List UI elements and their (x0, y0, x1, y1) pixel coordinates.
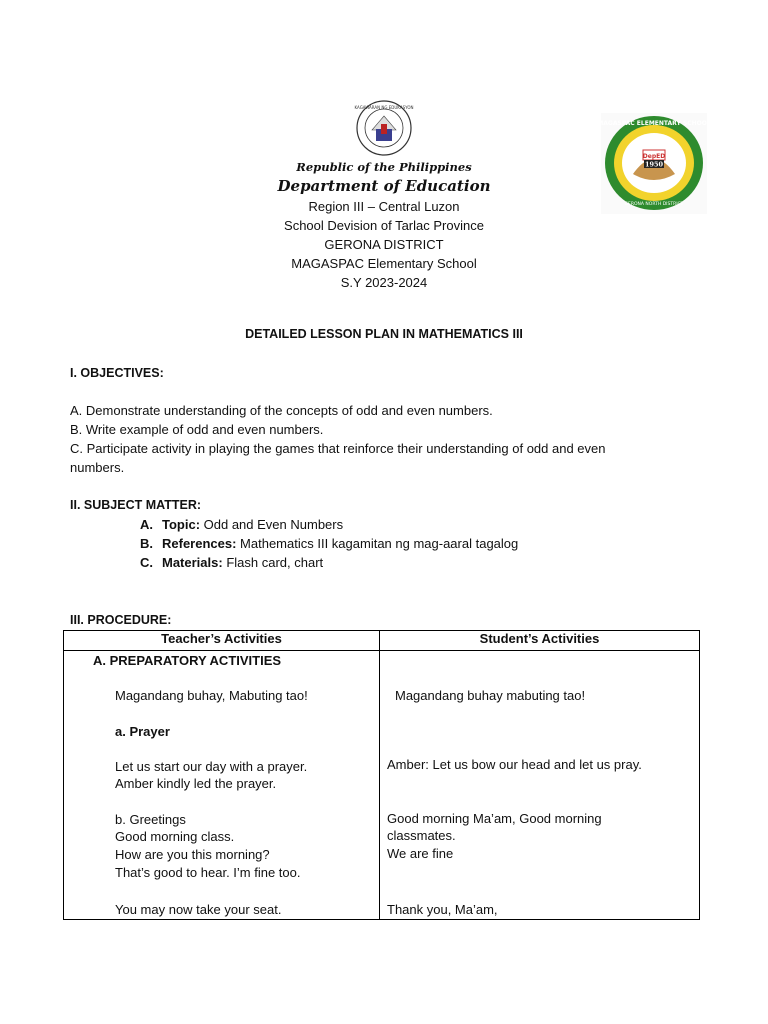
objective-c-continued: numbers. (70, 460, 125, 475)
document-title: DETAILED LESSON PLAN IN MATHEMATICS III (245, 327, 523, 341)
teacher-greeting-line-2: How are you this morning? (115, 847, 270, 862)
school-line: MAGASPAC Elementary School (291, 256, 477, 271)
objective-a: A. Demonstrate understanding of the concepts of odd and even numbers. (70, 403, 493, 418)
subject-matter-heading: II. SUBJECT MATTER: (70, 498, 202, 512)
procedure-table (63, 630, 700, 920)
svg-text:MAGASPAC ELEMENTARY SCHOOL: MAGASPAC ELEMENTARY SCHOOL (597, 120, 711, 127)
teacher-column-header: Teacher’s Activities (64, 631, 380, 651)
teacher-activities-cell (64, 651, 380, 920)
greetings-heading: b. Greetings (115, 812, 186, 827)
objectives-heading: I. OBJECTIVES: (70, 366, 164, 380)
subject-references: B. References: Mathematics III kagamitan ng mag-aaral tagalog (140, 536, 519, 551)
svg-text:1950: 1950 (644, 160, 664, 169)
prayer-heading: a. Prayer (115, 724, 170, 739)
subject-materials: C. Materials: Flash card, chart (140, 555, 324, 570)
svg-text:KAGAWARAN NG EDUKASYON: KAGAWARAN NG EDUKASYON (354, 105, 414, 110)
student-greeting-line-3: We are fine (387, 846, 454, 861)
district-line: GERONA DISTRICT (324, 237, 444, 252)
student-greeting-line-2: classmates. (387, 828, 456, 843)
procedure-heading: III. PROCEDURE: (70, 613, 172, 627)
student-activities-cell (380, 651, 700, 920)
teacher-prayer-line-1: Let us start our day with a prayer. (115, 759, 308, 774)
svg-text:DepED: DepED (642, 153, 666, 160)
teacher-greeting-line-1: Good morning class. (115, 829, 235, 844)
student-greeting: Magandang buhay mabuting tao! (395, 688, 586, 703)
preparatory-activities-heading: A. PREPARATORY ACTIVITIES (93, 653, 282, 668)
deped-seal-logo (356, 100, 412, 156)
teacher-prayer-line-2: Amber kindly led the prayer. (115, 776, 277, 791)
objective-b: B. Write example of odd and even numbers. (70, 422, 324, 437)
region-line: Region III – Central Luzon (308, 199, 460, 214)
republic-line: Republic of the Philippines (296, 160, 472, 174)
school-year-line: S.Y 2023-2024 (340, 275, 428, 290)
student-column-header: Student’s Activities (380, 631, 700, 651)
letterhead (0, 159, 768, 292)
student-prayer: Amber: Let us bow our head and let us pray. (387, 757, 642, 772)
teacher-greeting: Magandang buhay, Mabuting tao! (115, 688, 308, 703)
student-seat-line: Thank you, Ma’am, (387, 902, 498, 917)
svg-text:GERONA NORTH DISTRICT: GERONA NORTH DISTRICT (624, 202, 684, 207)
subject-topic: A. Topic: Odd and Even Numbers (140, 517, 344, 532)
department-line: Department of Education (277, 177, 491, 195)
teacher-seat-line: You may now take your seat. (115, 902, 282, 917)
objective-c: C. Participate activity in playing the games that reinforce their understanding of odd and even (70, 441, 606, 456)
division-line: School Devision of Tarlac Province (284, 218, 484, 233)
student-greeting-line-1: Good morning Ma’am, Good morning (387, 811, 602, 826)
teacher-greeting-line-3: That’s good to hear. I’m fine too. (115, 865, 301, 880)
